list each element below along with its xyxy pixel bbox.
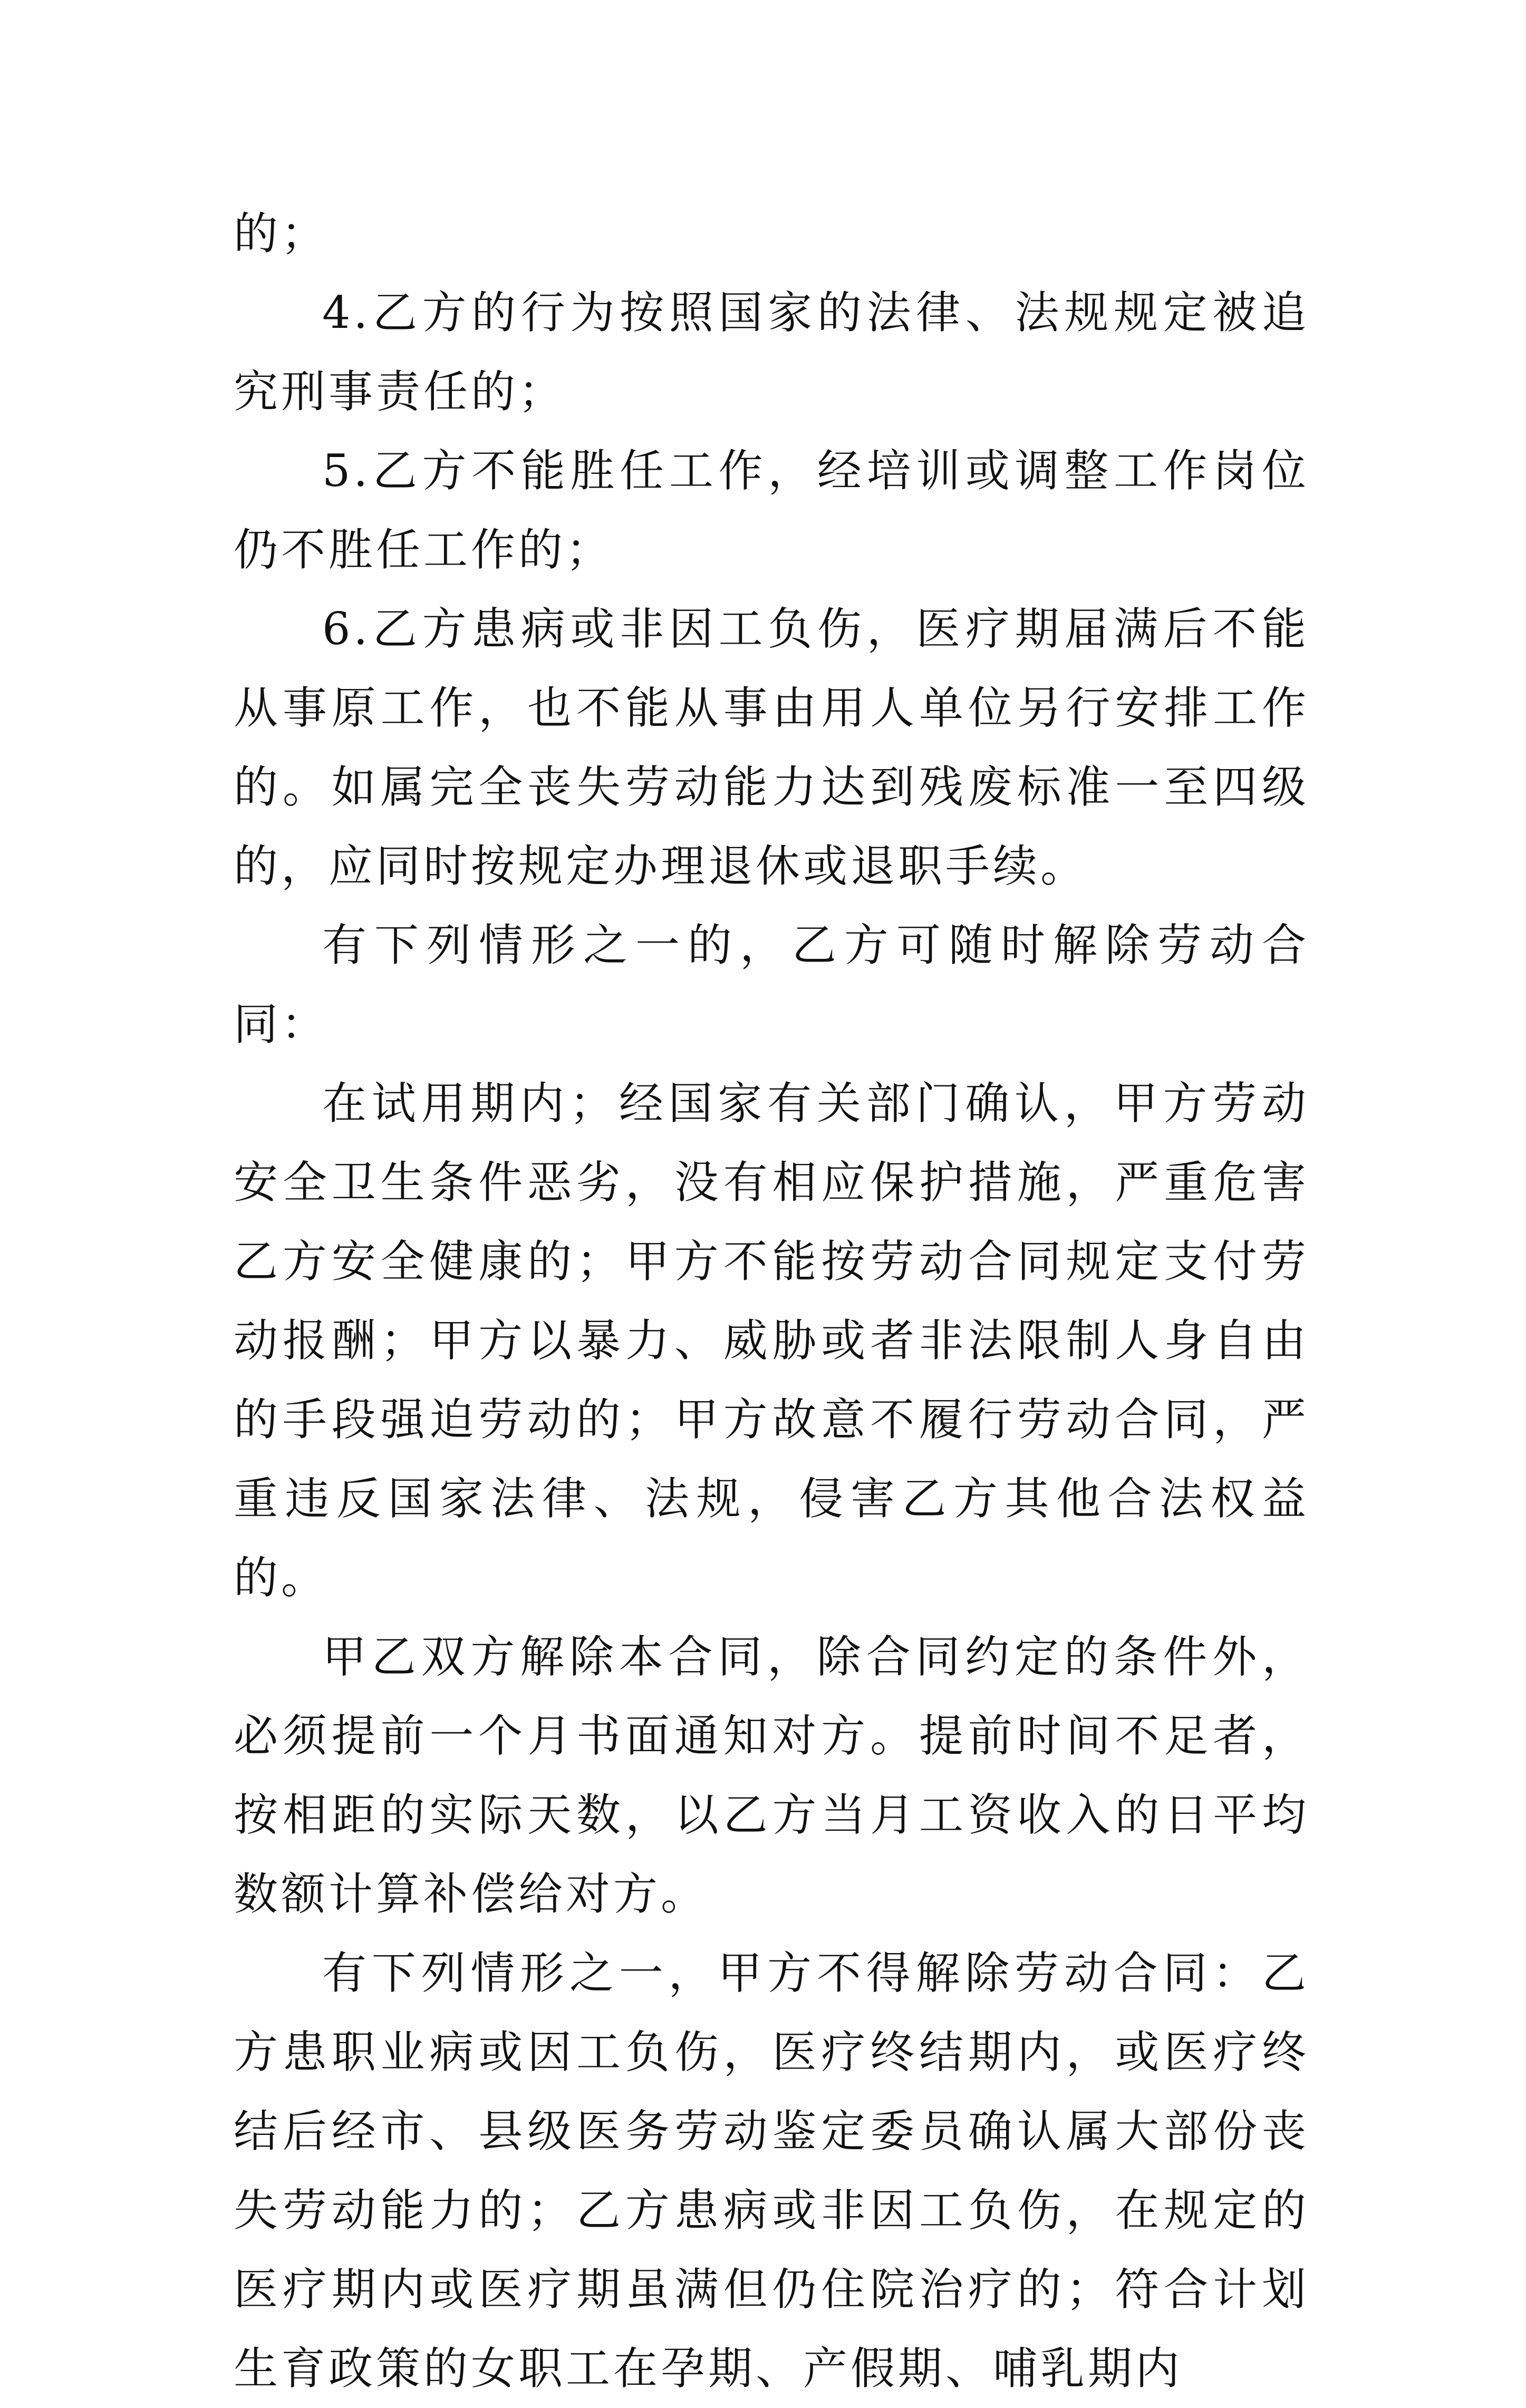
paragraph-clause-6: 6.乙方患病或非因工负伤，医疗期届满后不能从事原工作，也不能从事由用人单位另行安排工作的。如属完全丧失劳动能力达到残废标准一至四级的，应同时按规定办理退休或退职手续。 (234, 603, 1309, 892)
paragraph-employee-termination-intro: 有下列情形之一的，乙方可随时解除劳动合同： (234, 919, 1309, 1050)
paragraph-clause-5: 5.乙方不能胜任工作，经培训或调整工作岗位仍不胜任工作的； (234, 445, 1309, 576)
paragraph-clause-4: 4.乙方的行为按照国家的法律、法规规定被追究刑事责任的； (234, 287, 1309, 417)
document-body (234, 194, 1309, 2408)
paragraph-employee-termination-conditions: 在试用期内；经国家有关部门确认，甲方劳动安全卫生条件恶劣，没有相应保护措施，严重危害乙方安全健康的；甲方不能按劳动合同规定支付劳动报酬；甲方以暴力、威胁或者非法限制人身自由的手段强迫劳动的；甲方故意不履行劳动合同，严重违反国家法律、法规，侵害乙方其他合法权益的。 (234, 1077, 1309, 1604)
paragraph-employer-restrictions: 有下列情形之一，甲方不得解除劳动合同：乙方患职业病或因工负伤，医疗终结期内，或医疗终结后经市、县级医务劳动鉴定委员确认属大部份丧失劳动能力的；乙方患病或非因工负伤，在规定的医疗期内或医疗期虽满但仍住院治疗的；符合计划生育政策的女职工在孕期、产假期、哺乳期内 (234, 1947, 1309, 2394)
paragraph-notice-period: 甲乙双方解除本合同，除合同约定的条件外，必须提前一个月书面通知对方。提前时间不足者，按相距的实际天数，以乙方当月工资收入的日平均数额计算补偿给对方。 (234, 1631, 1309, 1920)
paragraph-continuation: 的； (234, 208, 329, 259)
